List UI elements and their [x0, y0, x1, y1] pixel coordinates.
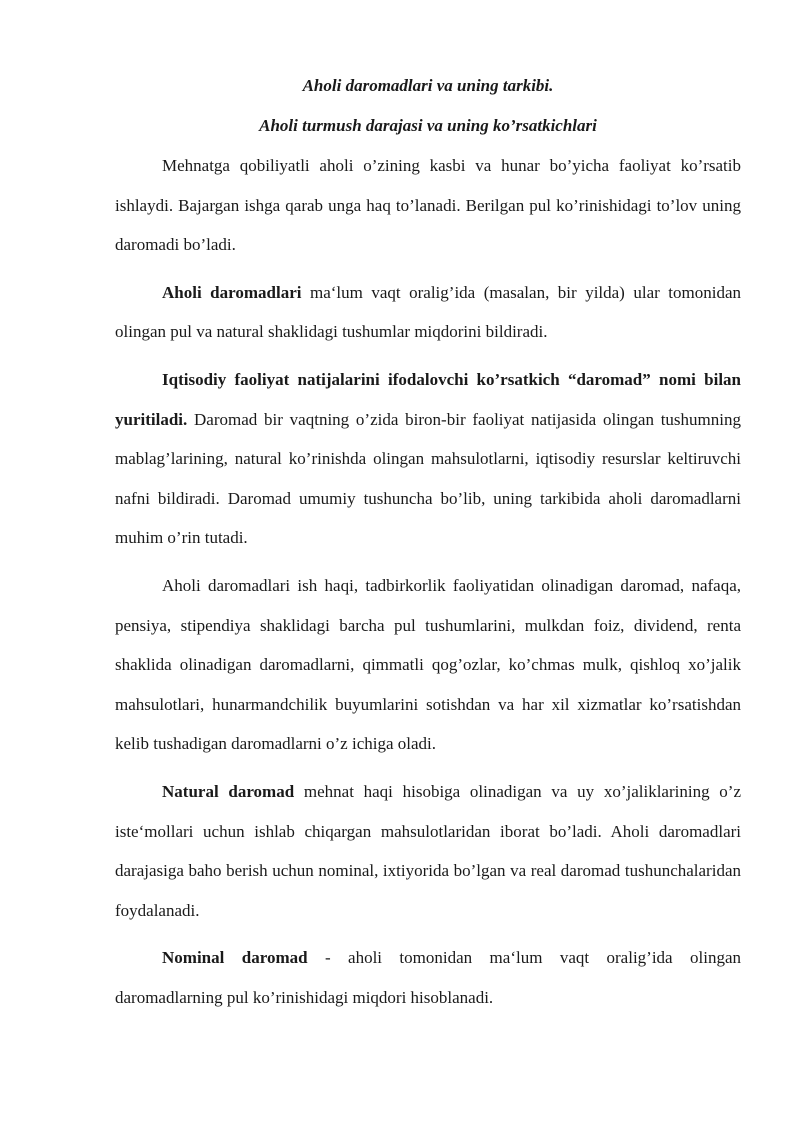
paragraph-1-text: Mehnatga qobiliyatli aholi o’zining kasbi va hunar bo’yicha faoliyat ko’rsatib ishlaydi. Bajargan ishga qarab unga haq to’lanadi. Berilgan pul ko’rinishidagi to’lov uning daromadi bo’ladi.	[115, 156, 741, 255]
paragraph-6-text: - aholi tomonidan ma‘lum vaqt oralig’ida olingan daromadlarning pul ko’rinishidagi miqdori hisoblanadi.	[115, 948, 741, 1007]
paragraph-2-term: Aholi daromadlari	[162, 282, 302, 302]
paragraph-2	[115, 273, 741, 352]
document-subtitle: Aholi turmush darajasi va uning ko’rsatkichlari	[259, 116, 597, 135]
document-page	[115, 70, 741, 1017]
paragraph-5	[115, 772, 741, 930]
paragraph-6-term: Nominal daromad	[162, 948, 308, 968]
paragraph-4-text: Aholi daromadlari ish haqi, tadbirkorlik faoliyatidan olinadigan daromad, nafaqa, pensiya, stipendiya shaklidagi barcha pul tushumlarini, mulkdan foiz, dividend, renta shaklida olinadigan daromadlarni, qimmatli qog’ozlar, ko’chmas mulk, qishloq xo’jalik mahsulotlari, hunarmandchilik buyumlarini sotishdan va har xil xizmatlar ko’rsatishdan kelib tushadigan daromadlarni o’z ichiga oladi.	[115, 575, 741, 754]
paragraph-5-text: mehnat haqi hisobiga olinadigan va uy xo’jaliklarining o’z iste‘mollari uchun ishlab chiqargan mahsulotlaridan iborat bo’ladi. Aholi daromadlari darajasiga baho berish uchun nominal, ixtiyorida bo’lgan va real daromad tushunchalaridan foydalanadi.	[115, 781, 741, 920]
paragraph-1	[115, 146, 741, 265]
paragraph-5-term: Natural daromad	[162, 781, 295, 801]
paragraph-6	[115, 938, 741, 1017]
paragraph-3-text: Daromad bir vaqtning o’zida biron-bir faoliyat natijasida olingan tushumning mablag’larining, natural ko’rinishda olingan mahsulotlarni, iqtisodiy resurslar keltiruvchi nafni bildiradi. Daromad umumiy tushuncha bo’lib, uning tarkibida aholi daromadlarni muhim o’rin tutadi.	[115, 409, 741, 548]
document-title: Aholi daromadlari va uning tarkibi.	[302, 76, 554, 95]
paragraph-3	[115, 360, 741, 558]
paragraph-4	[115, 566, 741, 764]
paragraph-3-term: Iqtisodiy faoliyat natijalarini ifodalovchi ko’rsatkich “daromad” nomi bilan yuritiladi.	[115, 369, 741, 429]
paragraph-2-text: ma‘lum vaqt oralig’ida (masalan, bir yilda) ular tomonidan olingan pul va natural shaklidagi tushumlar miqdorini bildiradi.	[115, 282, 741, 342]
